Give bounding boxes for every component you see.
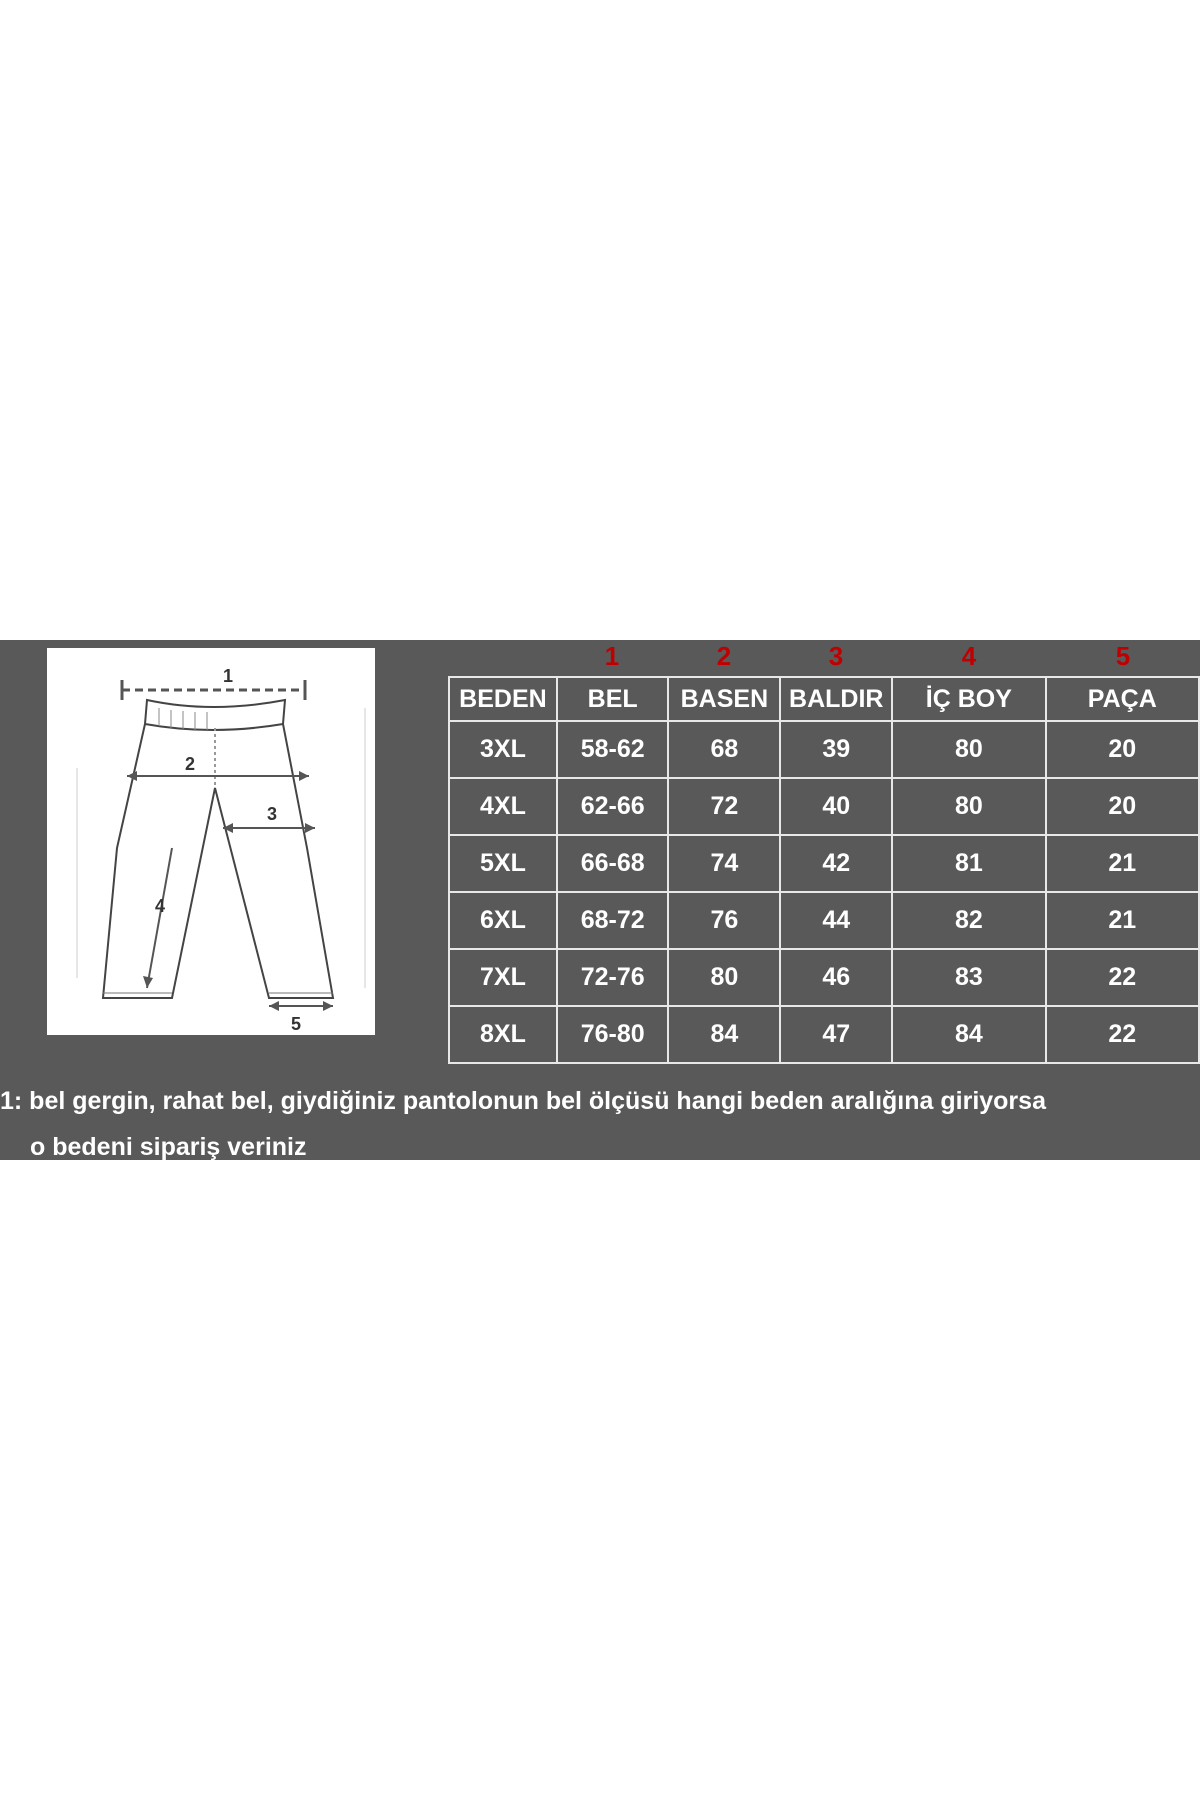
table-cell: 20 (1046, 721, 1199, 778)
table-cell: 72 (668, 778, 780, 835)
table-cell: 22 (1046, 949, 1199, 1006)
table-cell: 72-76 (557, 949, 669, 1006)
pants-diagram-svg (47, 648, 375, 1035)
table-cell: 21 (1046, 835, 1199, 892)
column-number-row (448, 640, 1200, 672)
table-cell: 21 (1046, 892, 1199, 949)
table-row (449, 721, 1199, 778)
table-cell: 5XL (449, 835, 557, 892)
note-line-1: 1: bel gergin, rahat bel, giydiğiniz pantolonun bel ölçüsü hangi beden aralığına giriyorsa (0, 1087, 1046, 1115)
table-cell: 80 (668, 949, 780, 1006)
table-cell: 66-68 (557, 835, 669, 892)
table-row (449, 778, 1199, 835)
table-cell: 68 (668, 721, 780, 778)
table-row (449, 1006, 1199, 1063)
size-table (448, 676, 1200, 1064)
header-baldir: BALDIR (780, 677, 892, 721)
diagram-label-2: 2 (185, 754, 196, 774)
table-cell: 81 (892, 835, 1045, 892)
table-header-row (449, 677, 1199, 721)
table-cell: 46 (780, 949, 892, 1006)
table-row (449, 892, 1199, 949)
table-cell: 44 (780, 892, 892, 949)
table-cell: 83 (892, 949, 1045, 1006)
table-cell: 47 (780, 1006, 892, 1063)
table-cell: 84 (668, 1006, 780, 1063)
table-cell: 76-80 (557, 1006, 669, 1063)
table-cell: 42 (780, 835, 892, 892)
table-cell: 3XL (449, 721, 557, 778)
table-cell: 8XL (449, 1006, 557, 1063)
table-cell: 58-62 (557, 721, 669, 778)
table-cell: 80 (892, 721, 1045, 778)
inseam-measure-line (147, 848, 172, 988)
table-cell: 74 (668, 835, 780, 892)
size-chart-panel (0, 640, 1200, 1160)
diagram-label-4: 4 (155, 896, 166, 916)
table-cell: 6XL (449, 892, 557, 949)
header-basen: BASEN (668, 677, 780, 721)
header-bel: BEL (557, 677, 669, 721)
header-paca: PAÇA (1046, 677, 1199, 721)
column-number-2: 2 (716, 641, 732, 671)
diagram-label-1: 1 (223, 666, 234, 686)
table-cell: 62-66 (557, 778, 669, 835)
table-cell: 7XL (449, 949, 557, 1006)
table-row (449, 835, 1199, 892)
table-cell: 22 (1046, 1006, 1199, 1063)
table-cell: 39 (780, 721, 892, 778)
table-cell: 76 (668, 892, 780, 949)
column-number-5: 5 (1115, 641, 1131, 671)
table-cell: 82 (892, 892, 1045, 949)
table-row (449, 949, 1199, 1006)
note-line-2: o bedeni sipariş veriniz (30, 1133, 307, 1161)
table-cell: 4XL (449, 778, 557, 835)
table-cell: 40 (780, 778, 892, 835)
waistband-shape (145, 700, 285, 730)
diagram-label-3: 3 (267, 804, 278, 824)
header-ic-boy: İÇ BOY (892, 677, 1045, 721)
header-beden: BEDEN (449, 677, 557, 721)
table-cell: 80 (892, 778, 1045, 835)
table-cell: 20 (1046, 778, 1199, 835)
diagram-label-5: 5 (291, 1014, 302, 1034)
column-number-1: 1 (604, 641, 620, 671)
pants-outline (103, 724, 333, 998)
size-note (0, 1078, 1200, 1170)
column-number-4: 4 (961, 641, 977, 671)
pants-measurement-diagram (47, 648, 375, 1035)
table-cell: 84 (892, 1006, 1045, 1063)
column-number-3: 3 (828, 641, 844, 671)
table-cell: 68-72 (557, 892, 669, 949)
